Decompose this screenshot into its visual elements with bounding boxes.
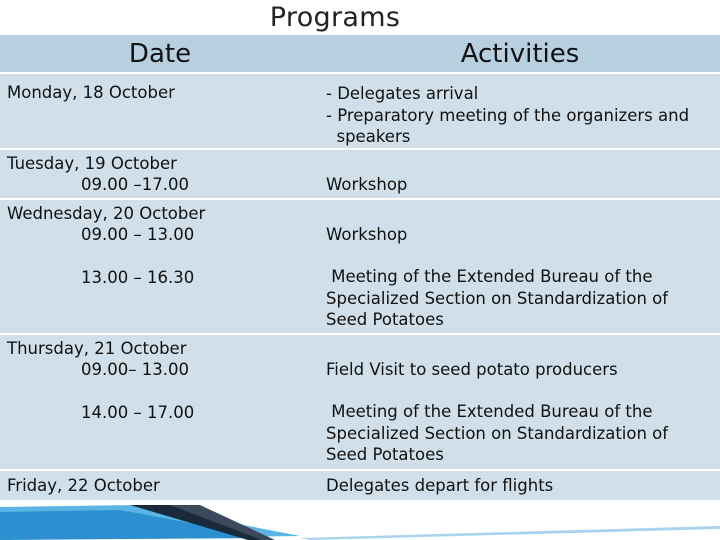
table-row bbox=[0, 73, 720, 149]
table-row bbox=[0, 470, 720, 500]
table-row bbox=[0, 334, 720, 470]
activity-line: Seed Potatoes bbox=[326, 445, 444, 464]
activity-text: Workshop bbox=[326, 174, 408, 194]
activity-line: - Preparatory meeting of the organizers and bbox=[326, 105, 690, 125]
time-range: 13.00 – 16.30 bbox=[81, 267, 195, 287]
activity-cell bbox=[320, 470, 720, 500]
page-title: Programs bbox=[269, 2, 401, 33]
activity-line: - Delegates arrival bbox=[326, 84, 479, 103]
program-table bbox=[0, 35, 720, 500]
activity-line: Specialized Section on Standardization of bbox=[326, 423, 669, 443]
date-label: Thursday, 21 October bbox=[7, 338, 187, 358]
activity-line: Seed Potatoes bbox=[326, 310, 444, 329]
activity-line: Specialized Section on Standardization of bbox=[326, 288, 669, 308]
time-range: 14.00 – 17.00 bbox=[81, 402, 195, 422]
activities-column-header: Activities bbox=[320, 35, 720, 73]
date-label: Wednesday, 20 October bbox=[7, 203, 206, 223]
date-label: Monday, 18 October bbox=[7, 83, 175, 102]
activity-text: Delegates depart for flights bbox=[326, 475, 554, 495]
activity-line: Meeting of the Extended Bureau of the bbox=[326, 267, 653, 286]
time-range: 09.00 –17.00 bbox=[81, 175, 189, 194]
decorative-footer-stripe bbox=[0, 502, 720, 540]
table-row bbox=[0, 149, 720, 199]
date-cell bbox=[0, 199, 320, 334]
time-range: 09.00 – 13.00 bbox=[81, 225, 195, 244]
date-cell bbox=[0, 149, 320, 199]
activity-cell bbox=[320, 334, 720, 470]
activity-cell bbox=[320, 149, 720, 199]
activity-text: Workshop bbox=[326, 224, 408, 244]
footer-stripe-graphic bbox=[0, 502, 720, 540]
activity-cell bbox=[320, 199, 720, 334]
activity-line: speakers bbox=[326, 127, 411, 146]
date-cell bbox=[0, 470, 320, 500]
activity-text: Field Visit to seed potato producers bbox=[326, 359, 618, 379]
activity-line: Meeting of the Extended Bureau of the bbox=[326, 402, 653, 421]
table-header-row bbox=[0, 35, 720, 73]
date-cell bbox=[0, 334, 320, 470]
date-label: Friday, 22 October bbox=[7, 475, 160, 495]
time-range: 09.00– 13.00 bbox=[81, 360, 189, 379]
table-row bbox=[0, 199, 720, 334]
date-column-header: Date bbox=[0, 35, 320, 73]
date-cell bbox=[0, 73, 320, 149]
date-label: Tuesday, 19 October bbox=[7, 153, 177, 173]
activity-cell bbox=[320, 73, 720, 149]
